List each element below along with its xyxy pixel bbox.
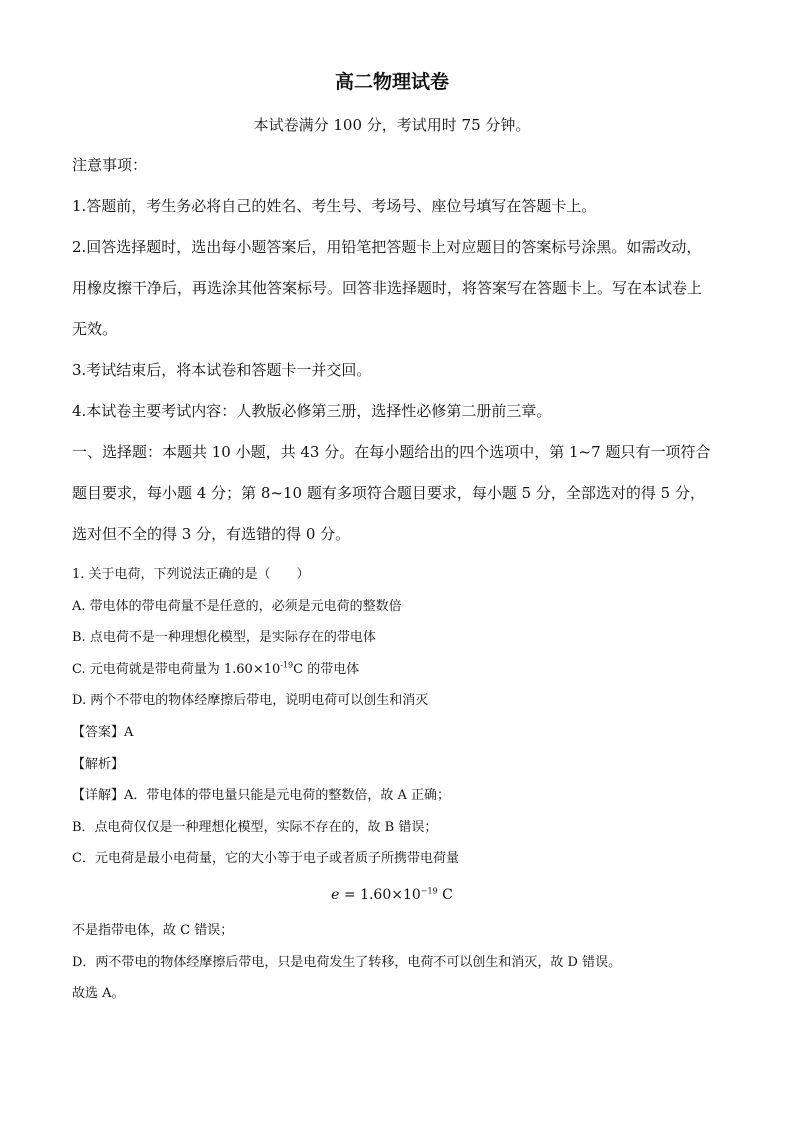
charge-formula — [72, 875, 712, 915]
section-intro: 一、选择题：本题共 10 小题，共 43 分。在每小题给出的四个选项中，第 1~7 题只有一项符合题目要求，每小题 4 分；第 8~10 题有多项符合题目要求，每小题 5 分，全部选对的得 5 分，选对但不全的得 3 分，有选错的得 0 分。 — [72, 443, 711, 543]
page-title: 高二物理试卷 — [334, 71, 449, 93]
formula-unit: C — [437, 886, 453, 903]
detail-line-5: D．两不带电的物体经摩擦后带电，只是电荷发生了转移，电荷不可以创生和消灭，故 D 错误。 — [72, 954, 622, 970]
notice-item-4: 4.本试卷主要考试内容：人教版必修第三册，选择性必修第二册前三章。 — [72, 402, 552, 420]
answer-label: 【答案】A — [72, 724, 134, 740]
option-b: B. 点电荷不是一种理想化模型，是实际存在的带电体 — [72, 630, 376, 646]
option-c-exponent: -19 — [280, 660, 294, 670]
option-c-tail: C 的带电体 — [293, 661, 360, 677]
detail-line-1: 【详解】A．带电体的带电量只能是元电荷的整数倍，故 A 正确； — [72, 788, 451, 804]
notice-heading: 注意事项： — [72, 156, 148, 174]
formula-exponent: −19 — [420, 886, 438, 896]
notice-item-2: 2.回答选择题时，选出每小题答案后，用铅笔把答题卡上对应题目的答案标号涂黑。如需改动，用橡皮擦干净后，再选涂其他答案标号。回答非选择题时，将答案写在答题卡上。写在本试卷上无效。 — [72, 238, 703, 338]
detail-line-6: 故选 A。 — [72, 986, 125, 1002]
option-c — [72, 654, 712, 686]
detail-line-2: B．点电荷仅仅是一种理想化模型，实际不存在的，故 B 错误； — [72, 819, 438, 835]
question-stem: 1. 关于电荷，下列说法正确的是（ ） — [72, 567, 310, 582]
notice-item-1: 1.答题前，考生务必将自己的姓名、考生号、考场号、座位号填写在答题卡上。 — [72, 197, 597, 215]
notice-item-3: 3.考试结束后，将本试卷和答题卡一并交回。 — [72, 361, 372, 379]
formula-lhs: e — [331, 886, 340, 903]
option-a: A. 带电体的带电荷量不是任意的，必须是元电荷的整数倍 — [72, 598, 402, 614]
option-c-text: C. 元电荷就是带电荷量为 1.60×10 — [72, 661, 281, 677]
formula-value: = 1.60×10 — [339, 886, 421, 903]
exam-subtitle: 本试卷满分 100 分，考试用时 75 分钟。 — [253, 116, 531, 134]
detail-line-4: 不是指带电体，故 C 错误； — [72, 922, 234, 938]
analysis-heading: 【解析】 — [72, 756, 125, 772]
option-d: D. 两个不带电的物体经摩擦后带电，说明电荷可以创生和消灭 — [72, 693, 429, 709]
detail-line-3: C．元电荷是最小电荷量，它的大小等于电子或者质子所携带电荷量 — [72, 851, 459, 867]
